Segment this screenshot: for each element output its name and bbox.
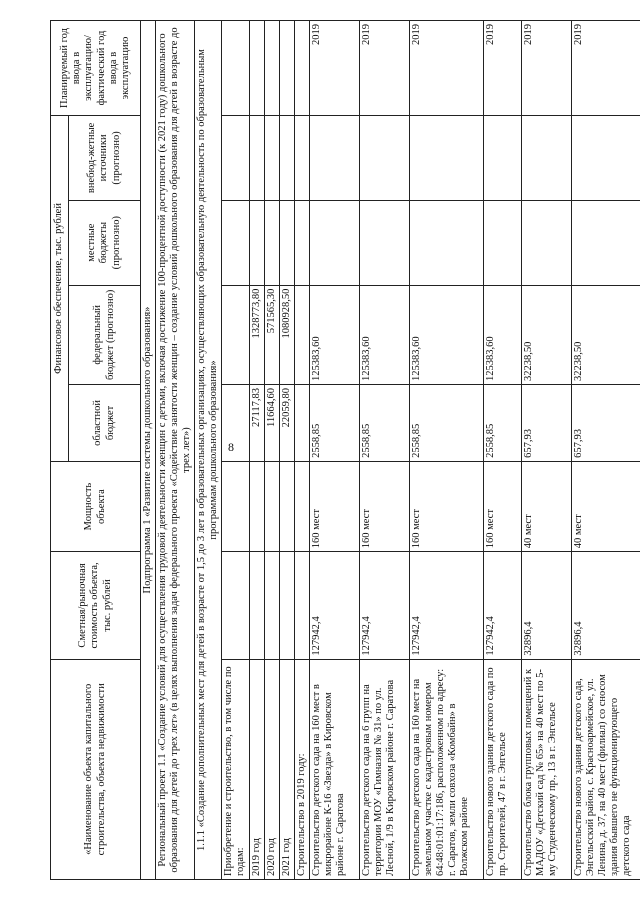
row-regional: 11664,60 [264,385,279,462]
row-regional: 2558,85 [359,385,409,462]
row-capacity: 40 мест [571,461,640,551]
row-regional [294,385,309,462]
row-year: 2019 [483,21,521,116]
table-row [294,21,309,880]
row-year [279,21,294,116]
measure-title: 1.1.1 «Создание дополнительных мест для детей в возрасте от 1,5 до 3 лет в образовательных организациях, осуществляющих образовательную деятельность по образовательным программам дошкольного образования» [195,21,222,880]
header-year: Планируемый год ввода в эксплуатацию/ фактический год ввода в эксплуатацию [51,21,141,116]
row-year [249,21,264,116]
row-offbudget [264,116,279,201]
table-row [483,21,521,880]
row-offbudget [571,116,640,201]
row-federal: 32238,50 [571,285,640,384]
row-capacity [279,461,294,551]
row-regional: 2558,85 [309,385,359,462]
row-cost [294,552,309,659]
subprogram-title: Подпрограмма 1 «Развитие системы дошкольного образования» [141,21,156,880]
row-cost [279,552,294,659]
row-cost: 32896,4 [521,552,571,659]
table-row [409,21,483,880]
regional-project-title: Региональный проект 1.1 «Создание условий для осуществления трудовой деятельности женщин с детьми, включая достижение 100-процентной доступности (к 2021 году) дошкольного образования для детей до трех лет» (в целях выполнения задач федерального проекта «Содействие занятости женщин – создание условий дошкольного образования для детей в возрасте до трех лет») [156,21,195,880]
row-local [222,200,249,285]
row-name: Строительство детского сада на 160 мест на земельном участке с кадастровым номером 64:48:01:01:17:186, расположенном по адресу: г. Саратов, земли совхоза «Комбайн» в Волжском районе [409,659,483,879]
row-regional: 2558,85 [409,385,483,462]
row-regional [222,385,249,462]
row-offbudget [409,116,483,201]
row-cost [264,552,279,659]
row-regional: 22059,80 [279,385,294,462]
row-cost: 127942,4 [309,552,359,659]
row-name: Строительство блока групповых помещений к МАДОУ «Детский сад № 65» на 40 мест по 5-му Студенческому пр., 13 в г. Энгельсе [521,659,571,879]
row-capacity: 160 мест [409,461,483,551]
row-name: Строительство нового здания детского сада, Энгельсский район, с. Красноармейское, ул. Ленина, д. 37, на 40 мест (филиал) со сносом здания бывшего не функционирующего детского сада [571,659,640,879]
row-local [309,200,359,285]
row-year: 2019 [359,21,409,116]
row-federal [294,285,309,384]
row-local [264,200,279,285]
row-local [249,200,264,285]
table-row [571,21,640,880]
table-row [309,21,359,880]
row-federal: 32238,50 [521,285,571,384]
row-cost: 127942,4 [359,552,409,659]
row-year: 2019 [571,21,640,116]
header-capacity: Мощность объекта [51,461,141,551]
row-regional: 27117,83 [249,385,264,462]
row-name: Приобретение и строительство, в том числе по годам: [222,659,249,879]
row-name: 2020 год [264,659,279,879]
row-capacity: 160 мест [483,461,521,551]
row-local [521,200,571,285]
table-row [279,21,294,880]
header-regional: областной бюджет [69,385,141,462]
row-capacity: 160 мест [309,461,359,551]
header-name: «Наименование объекта капитального строительства, объекта недвижимости [51,659,141,879]
row-cost [249,552,264,659]
row-capacity [222,461,249,551]
table-row [222,21,249,880]
table-row [359,21,409,880]
header-federal: федеральный бюджет (прогнозно) [69,285,141,384]
row-name: 2019 год [249,659,264,879]
row-capacity: 40 мест [521,461,571,551]
row-name: Строительство детского сада на 6 групп на территории МОУ «Гимназия № 31» по ул. Лесной, 1/9 в Кировском районе г. Саратова [359,659,409,879]
table-row [249,21,264,880]
header-offbudget: внебюд-жетные источники (прогнозно) [69,116,141,201]
row-offbudget [279,116,294,201]
row-capacity [294,461,309,551]
row-capacity [264,461,279,551]
row-capacity [249,461,264,551]
row-federal [222,285,249,384]
row-federal: 125383,60 [309,285,359,384]
row-cost: 32896,4 [571,552,640,659]
row-federal: 1080928,50 [279,285,294,384]
row-offbudget [521,116,571,201]
row-local [359,200,409,285]
row-regional: 657,93 [571,385,640,462]
row-cost: 127942,4 [483,552,521,659]
row-federal: 125383,60 [483,285,521,384]
row-offbudget [483,116,521,201]
row-year: 2019 [521,21,571,116]
row-year: 2019 [409,21,483,116]
row-capacity: 160 мест [359,461,409,551]
capital-construction-table [50,20,640,880]
header-finance: Финансовое обеспечение, тыс. рублей [51,116,69,462]
row-local [409,200,483,285]
row-name: Строительство нового здания детского сада по пр. Строителей, 47 в г. Энгельсе [483,659,521,879]
row-local [294,200,309,285]
header-cost: Сметная/рыночная стоимость объекта, тыс. рублей [51,552,141,659]
row-year [294,21,309,116]
page-number: 8 [228,440,234,454]
row-regional: 657,93 [521,385,571,462]
row-offbudget [222,116,249,201]
table-row [264,21,279,880]
row-cost [222,552,249,659]
row-offbudget [359,116,409,201]
row-year: 2019 [309,21,359,116]
row-offbudget [309,116,359,201]
row-name: Строительство в 2019 году: [294,659,309,879]
row-local [279,200,294,285]
row-name: Строительство детского сада на 160 мест в микрорайоне К-16 «Звезда» в Кировском районе г. Саратова [309,659,359,879]
row-regional: 2558,85 [483,385,521,462]
table-row [521,21,571,880]
row-year [264,21,279,116]
row-federal: 125383,60 [409,285,483,384]
row-local [571,200,640,285]
row-local [483,200,521,285]
rotated-sheet [50,20,632,880]
row-offbudget [249,116,264,201]
rotated-table-wrapper [50,20,632,880]
row-federal: 571565,30 [264,285,279,384]
header-local: местные бюджеты (прогнозно) [69,200,141,285]
row-offbudget [294,116,309,201]
row-year [222,21,249,116]
row-name: 2021 год [279,659,294,879]
row-federal: 1328773,80 [249,285,264,384]
row-cost: 127942,4 [409,552,483,659]
row-federal: 125383,60 [359,285,409,384]
